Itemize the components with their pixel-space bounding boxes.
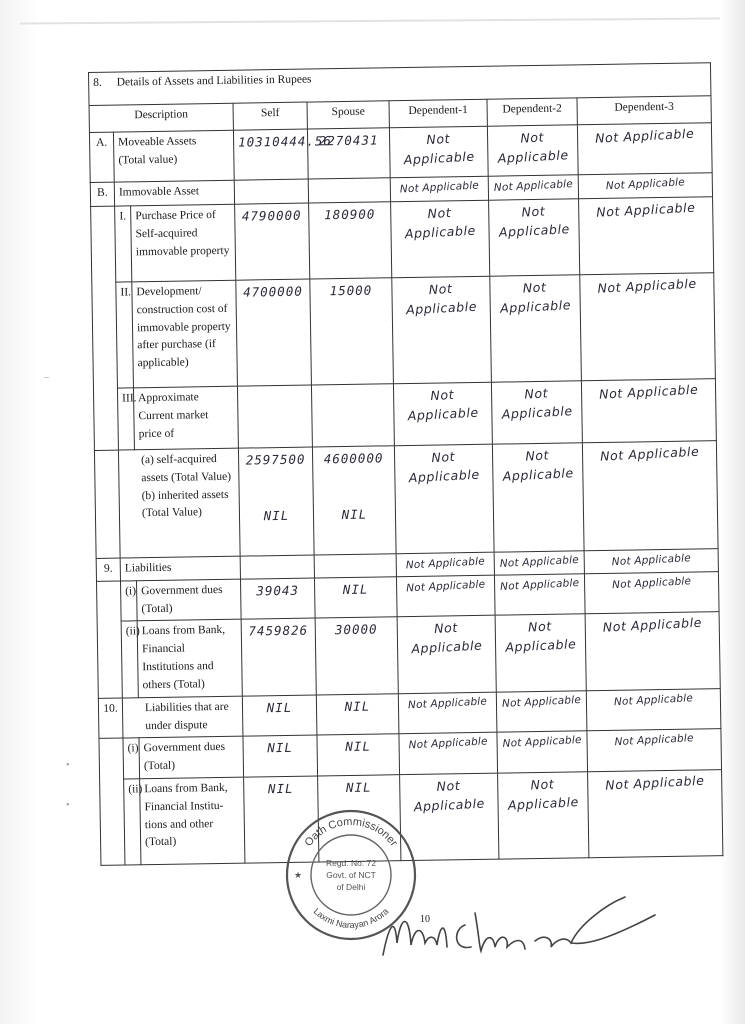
moveable-assets-sub: (Total value): [118, 153, 178, 167]
paper-crease: [20, 18, 720, 25]
row-index: (i): [123, 738, 140, 779]
row-label: [113, 130, 234, 182]
dep3-value: Not Applicable: [611, 575, 692, 592]
col-spouse: Spouse: [307, 101, 389, 129]
dep2-value: Not Applicable: [493, 178, 574, 195]
inherited-self-value: NIL: [263, 508, 290, 524]
dep3-value: Not Applicable: [604, 772, 705, 793]
self-value: NIL: [267, 740, 294, 756]
spouse-value: NIL: [345, 738, 372, 755]
row-index: (ii): [124, 779, 141, 865]
self-acquired-self-value: 2597500: [245, 451, 306, 468]
section-title: Details of Assets and Liabilities in Rupees: [113, 63, 711, 105]
moveable-assets-label: Moveable Assets: [118, 135, 197, 149]
dep2-value: Not Applicable: [501, 693, 582, 710]
dep3-value: Not Applicable: [596, 275, 697, 296]
row-index: (ii): [121, 621, 138, 697]
row-index: III.: [117, 388, 134, 450]
self-acquired-spouse-value: 4600000: [323, 450, 384, 467]
row-label: Immovable Asset: [114, 180, 234, 206]
section-number: 8.: [89, 72, 114, 105]
spouse-value: 180900: [324, 206, 376, 223]
dep1-value: Not Applicable: [408, 735, 488, 752]
col-dependent-2: Dependent-2: [487, 98, 577, 126]
dep2-value: Not Applicable: [502, 734, 582, 751]
dep2-value: Not Applicable: [502, 447, 575, 485]
row-label: Government dues (Total): [139, 736, 244, 778]
dep3-value: Not Applicable: [594, 125, 695, 146]
dep2-value: Not Applicable: [505, 618, 577, 656]
dep2-value: Not Applicable: [501, 385, 574, 423]
self-value: 39043: [256, 582, 300, 599]
dep1-value: Not Applicable: [399, 179, 480, 196]
row-index: 10.: [98, 698, 123, 739]
dep1-value: Not Applicable: [403, 130, 476, 168]
spouse-value: 15000: [329, 282, 373, 299]
self-value: 10310444.56: [238, 133, 333, 150]
dep3-value: Not Applicable: [598, 381, 699, 402]
stamp-line-2: Govt. of NCT: [326, 870, 376, 880]
inherited-spouse-value: NIL: [341, 507, 368, 523]
row-index: (i): [120, 581, 137, 622]
dep3-value: Not Applicable: [602, 615, 703, 636]
row-label: Approximate Current market price of: [133, 386, 238, 450]
row-label: Liabilities that are under dispute: [122, 696, 243, 739]
col-self: Self: [233, 102, 307, 130]
scan-artifact: –: [44, 372, 49, 383]
row-label: Development/ construction cost of immovable property after purchase (if applicable): [132, 280, 238, 388]
row-label: Loans from Bank, Financial Institu- tions and other (Total): [140, 777, 245, 865]
self-value: 7459826: [248, 623, 309, 639]
row-loans: [97, 612, 720, 698]
stamp-bottom-text: Laxmi Narayan Arora: [311, 906, 391, 931]
signature-mool-chand: [375, 885, 675, 975]
dep2-value: Not Applicable: [499, 576, 580, 593]
dep2-value: Not Applicable: [498, 203, 571, 241]
dep1-value: Not Applicable: [405, 280, 478, 318]
dep2-value: Not Applicable: [497, 129, 570, 167]
scan-artifact: •: [66, 760, 70, 771]
row-index: II.: [116, 282, 134, 388]
self-value: 4790000: [241, 207, 302, 224]
row-index: B.: [90, 182, 114, 206]
col-description: Description: [89, 103, 233, 132]
self-value: 4700000: [243, 283, 303, 300]
self-value: NIL: [267, 780, 294, 797]
dep1-value: Not Applicable: [405, 578, 486, 595]
dep1-value: Not Applicable: [405, 555, 486, 572]
col-dependent-1: Dependent-1: [389, 99, 487, 128]
spouse-value: 30000: [334, 621, 378, 638]
assets-liabilities-sheet: [88, 62, 722, 860]
stamp-star-icon: ★: [294, 870, 303, 880]
row-label: Government dues (Total): [136, 579, 241, 621]
page-number: 10: [420, 914, 430, 925]
row-asset-values: [94, 441, 718, 559]
self-value: NIL: [266, 699, 293, 715]
row-purchase-price: [91, 197, 714, 283]
row-label: Purchase Price of Self-acquired immovable property: [131, 204, 236, 282]
dep3-value: Not Applicable: [614, 732, 694, 749]
dep1-value: Not Applicable: [413, 777, 486, 815]
row-label: [118, 448, 240, 558]
row-current-market-price: [93, 379, 716, 451]
row-label: Loans from Bank, Financial Institutions and others (Total): [137, 620, 242, 698]
stamp-line-1: Regd. No. 72: [325, 858, 377, 868]
row-development-cost: [92, 273, 716, 389]
dep3-value: Not Applicable: [611, 552, 692, 569]
dep1-value: Not Applicable: [408, 448, 481, 486]
dep3-value: Not Applicable: [613, 691, 694, 708]
self-acquired-label: (a) self-acquired assets (Total Value): [141, 453, 232, 485]
row-index: 9.: [96, 558, 120, 581]
stamp-top-text: Oath Commissioner: [302, 815, 400, 849]
dep3-value: Not Applicable: [605, 176, 686, 193]
spouse-value: 2270431: [318, 132, 379, 149]
stamp-line-3: of Delhi: [336, 882, 366, 892]
dep1-value: Not Applicable: [404, 204, 477, 242]
dep2-value: Not Applicable: [499, 279, 572, 317]
col-dependent-3: Dependent-3: [577, 96, 711, 125]
inherited-label: (b) inherited assets (Total Value): [141, 488, 229, 520]
dep1-value: Not Applicable: [411, 620, 483, 658]
row-index: I.: [115, 206, 132, 282]
dep1-value: Not Applicable: [407, 386, 480, 424]
dep1-value: Not Applicable: [407, 695, 488, 712]
dep2-value: Not Applicable: [499, 553, 580, 570]
dep3-value: Not Applicable: [595, 199, 696, 220]
row-label: Liabilities: [120, 556, 240, 581]
dep3-value: Not Applicable: [599, 443, 700, 464]
assets-liabilities-table: [88, 62, 723, 866]
spouse-value: NIL: [344, 698, 371, 714]
scan-artifact: •: [66, 800, 70, 811]
row-index: A.: [89, 132, 114, 182]
dep2-value: Not Applicable: [507, 776, 580, 814]
spouse-value: NIL: [342, 581, 369, 597]
spouse-value: NIL: [345, 779, 372, 795]
